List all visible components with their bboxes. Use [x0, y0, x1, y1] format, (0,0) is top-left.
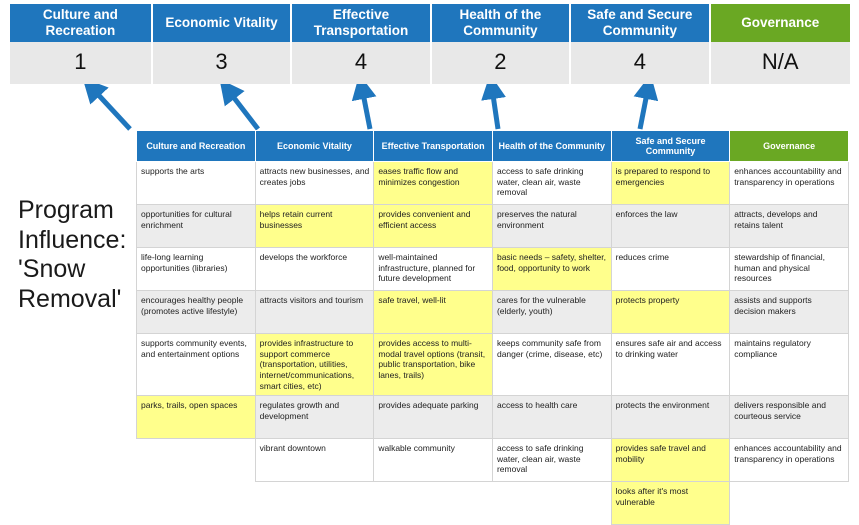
scorecard-header-health-of-the-community: Health of the Community [432, 4, 571, 42]
matrix-cell: enforces the law [611, 205, 730, 248]
matrix-cell [137, 482, 256, 525]
scorecard-header-economic-vitality: Economic Vitality [153, 4, 292, 42]
matrix-cell: life-long learning opportunities (libraries) [137, 248, 256, 291]
priority-scorecard [10, 4, 850, 84]
score-health-of-the-community: 2 [432, 42, 571, 84]
scorecard-header-culture-and-recreation: Culture and Recreation [10, 4, 153, 42]
matrix-cell: enhances accountability and transparency in operations [730, 162, 849, 205]
matrix-header-governance: Governance [730, 131, 849, 162]
matrix-cell: attracts visitors and tourism [255, 291, 374, 334]
score-safe-and-secure-community: 4 [571, 42, 710, 84]
matrix-cell [137, 439, 256, 482]
scorecard-header-row [10, 4, 850, 42]
table-row [137, 396, 849, 439]
matrix-body [137, 162, 849, 525]
priority-statements-matrix [136, 130, 849, 525]
matrix-cell: is prepared to respond to emergencies [611, 162, 730, 205]
matrix-cell: helps retain current businesses [255, 205, 374, 248]
matrix-cell: well-maintained infrastructure, planned for future development [374, 248, 493, 291]
matrix-header-effective-transportation: Effective Transportation [374, 131, 493, 162]
matrix-cell: keeps community safe from danger (crime, disease, etc) [492, 334, 611, 396]
table-row [137, 439, 849, 482]
influence-arrow-3 [362, 88, 370, 129]
matrix-cell: protects property [611, 291, 730, 334]
matrix-cell: provides infrastructure to support commerce (transportation, utilities, internet/communications, smart cities, etc) [255, 334, 374, 396]
matrix-cell: regulates growth and development [255, 396, 374, 439]
matrix-cell [492, 482, 611, 525]
matrix-cell: provides convenient and efficient access [374, 205, 493, 248]
scorecard-header-governance: Governance [711, 4, 850, 42]
table-row [137, 482, 849, 525]
table-row [137, 248, 849, 291]
influence-arrow-4 [492, 88, 498, 129]
matrix-cell: stewardship of financial, human and physical resources [730, 248, 849, 291]
matrix-cell: provides safe travel and mobility [611, 439, 730, 482]
scorecard-header-safe-and-secure-community: Safe and Secure Community [571, 4, 710, 42]
matrix-cell: opportunities for cultural enrichment [137, 205, 256, 248]
matrix-cell: parks, trails, open spaces [137, 396, 256, 439]
scorecard-header-effective-transportation: Effective Transportation [292, 4, 431, 42]
matrix-header-safe-and-secure-community: Safe and Secure Community [611, 131, 730, 162]
matrix-cell: provides adequate parking [374, 396, 493, 439]
matrix-cell: provides access to multi-modal travel options (transit, public transportation, bike lanes, trails) [374, 334, 493, 396]
matrix-cell: ensures safe air and access to drinking water [611, 334, 730, 396]
matrix-cell: maintains regulatory compliance [730, 334, 849, 396]
arrow-group [0, 84, 859, 134]
program-influence-caption: Program Influence: 'Snow Removal' [18, 196, 127, 313]
matrix-cell: preserves the natural environment [492, 205, 611, 248]
matrix-cell: cares for the vulnerable (elderly, youth) [492, 291, 611, 334]
score-effective-transportation: 4 [292, 42, 431, 84]
matrix-header-culture-and-recreation: Culture and Recreation [137, 131, 256, 162]
matrix-cell: assists and supports decision makers [730, 291, 849, 334]
matrix-cell: basic needs – safety, shelter, food, opportunity to work [492, 248, 611, 291]
matrix-cell [730, 482, 849, 525]
matrix-header-economic-vitality: Economic Vitality [255, 131, 374, 162]
matrix-cell: enhances accountability and transparency in operations [730, 439, 849, 482]
matrix-cell: supports community events, and entertainment options [137, 334, 256, 396]
table-row [137, 205, 849, 248]
table-row [137, 334, 849, 396]
matrix-cell: encourages healthy people (promotes active lifestyle) [137, 291, 256, 334]
score-culture-and-recreation: 1 [10, 42, 153, 84]
influence-arrow-5 [640, 88, 648, 129]
table-row [137, 162, 849, 205]
matrix-cell: supports the arts [137, 162, 256, 205]
matrix-cell: develops the workforce [255, 248, 374, 291]
score-economic-vitality: 3 [153, 42, 292, 84]
matrix-cell: eases traffic flow and minimizes congestion [374, 162, 493, 205]
matrix-cell: access to safe drinking water, clean air, waste removal [492, 162, 611, 205]
matrix-cell: delivers responsible and courteous service [730, 396, 849, 439]
matrix-cell [255, 482, 374, 525]
score-governance: N/A [761, 49, 799, 74]
matrix-cell: protects the environment [611, 396, 730, 439]
matrix-cell: access to health care [492, 396, 611, 439]
matrix-cell: vibrant downtown [255, 439, 374, 482]
matrix-cell: safe travel, well-lit [374, 291, 493, 334]
matrix-header-row [137, 131, 849, 162]
influence-arrow-1 [92, 88, 130, 129]
matrix-header-health-of-the-community: Health of the Community [492, 131, 611, 162]
matrix-cell [374, 482, 493, 525]
table-row [137, 291, 849, 334]
matrix-cell: attracts new businesses, and creates jobs [255, 162, 374, 205]
matrix-cell: reduces crime [611, 248, 730, 291]
matrix-cell: access to safe drinking water, clean air, waste removal [492, 439, 611, 482]
matrix-cell: walkable community [374, 439, 493, 482]
matrix-cell: attracts, develops and retains talent [730, 205, 849, 248]
influence-arrow-2 [228, 90, 258, 129]
matrix-cell: looks after it's most vulnerable [611, 482, 730, 525]
scorecard-score-row [10, 42, 850, 84]
